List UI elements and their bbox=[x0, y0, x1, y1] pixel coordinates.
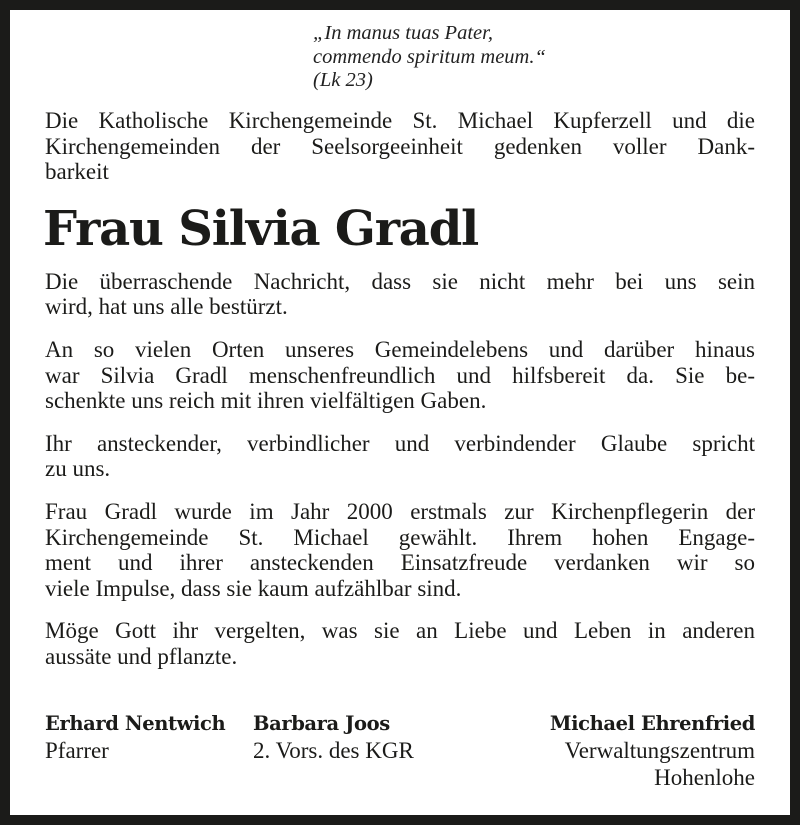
signatory-name: Barbara Joos bbox=[253, 712, 390, 735]
text-line: An so vielen Orten unseres Gemeindelebens und darüber hinaus bbox=[45, 336, 755, 362]
body-paragraph bbox=[45, 431, 755, 482]
signatory-name: Michael Ehrenfried bbox=[549, 712, 755, 735]
text-line: barkeit bbox=[45, 159, 109, 185]
quote-reference: (Lk 23) bbox=[313, 69, 373, 91]
intro-paragraph bbox=[45, 108, 755, 185]
signatory-role: Verwaltungszentrum bbox=[564, 738, 755, 763]
text-line: Die überraschende Nachricht, dass sie nicht mehr bei uns sein bbox=[45, 268, 755, 294]
text-line: aussäte und pflanzte. bbox=[45, 643, 238, 669]
text-line: viele Impulse, dass sie kaum aufzählbar sind. bbox=[45, 575, 462, 601]
text-line: Möge Gott ihr vergelten, was sie an Liebe und Leben in anderen bbox=[45, 618, 755, 644]
signature-kgr-chair bbox=[253, 710, 414, 764]
body-paragraph bbox=[45, 618, 755, 669]
signature-pastor bbox=[45, 710, 225, 764]
signature-admin-center bbox=[550, 710, 755, 791]
text-line: Die Katholische Kirchengemeinde St. Michael Kupferzell und die bbox=[45, 108, 755, 133]
quote-line: „In manus tuas Pater, bbox=[313, 22, 493, 44]
text-line: zu uns. bbox=[45, 456, 111, 482]
text-line: war Silvia Gradl menschenfreundlich und hilfsbereit da. Sie be- bbox=[45, 362, 755, 388]
signature-block bbox=[45, 710, 755, 800]
quote-line: commendo spiritum meum.“ bbox=[313, 45, 546, 68]
text-line: Kirchengemeinden der Seelsorgeeinheit gedenken voller Dank- bbox=[45, 133, 755, 159]
text-line: Ihr ansteckender, verbindlicher und verbindender Glaube spricht bbox=[45, 430, 755, 456]
body-paragraph bbox=[45, 499, 755, 601]
text-line: wird, hat uns alle bestürzt. bbox=[45, 294, 288, 320]
text-line: Kirchengemeinde St. Michael gewählt. Ihrem hohen Engage- bbox=[45, 524, 755, 550]
text-line: schenkte uns reich mit ihren vielfältigen Gaben. bbox=[45, 388, 487, 414]
deceased-name-heading: Frau Silvia Gradl bbox=[43, 200, 479, 257]
signatory-role: 2. Vors. des KGR bbox=[253, 738, 414, 763]
obituary-notice bbox=[10, 10, 790, 815]
signatory-role: Pfarrer bbox=[45, 738, 109, 763]
body-paragraph bbox=[45, 337, 755, 414]
text-line: ment und ihrer ansteckenden Einsatzfreude verdanken wir so bbox=[45, 550, 755, 576]
bible-quote bbox=[313, 22, 546, 93]
body-paragraph bbox=[45, 269, 755, 320]
signatory-name: Erhard Nentwich bbox=[45, 712, 226, 735]
text-line: Frau Gradl wurde im Jahr 2000 erstmals zur Kirchenpflegerin der bbox=[45, 498, 755, 524]
signatory-role: Hohenlohe bbox=[654, 765, 755, 790]
notice-body bbox=[45, 108, 755, 687]
